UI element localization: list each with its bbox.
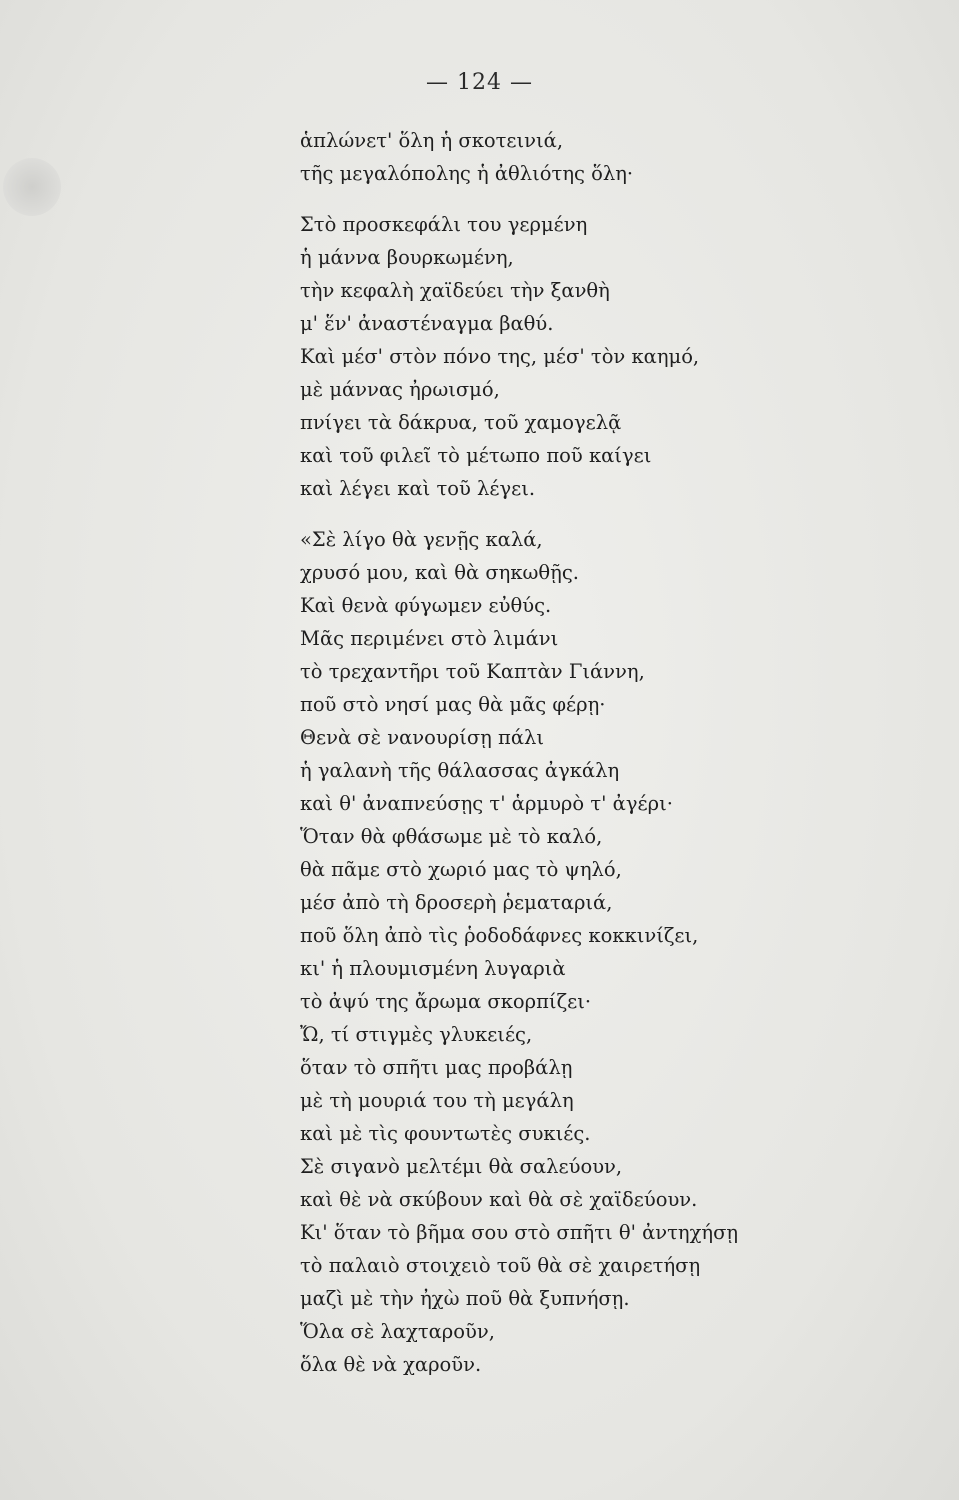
poem-line: τὸ παλαιὸ στοιχειὸ τοῦ θὰ σὲ χαιρετήσῃ <box>300 1254 701 1277</box>
poem-line: πνίγει τὰ δάκρυα, τοῦ χαμογελᾷ <box>300 411 622 434</box>
poem-line: Ὅλα σὲ λαχταροῦν, <box>300 1320 495 1343</box>
poem-line: ὅλα θὲ νὰ χαροῦν. <box>300 1353 482 1376</box>
punch-hole-mark <box>3 158 61 216</box>
poem-line: θὰ πᾶμε στὸ χωριό μας τὸ ψηλό, <box>300 858 622 881</box>
poem-line: καὶ θὲ νὰ σκύβουν καὶ θὰ σὲ χαϊδεύουν. <box>300 1188 698 1211</box>
poem-line: Ὅταν θὰ φθάσωμε μὲ τὸ καλό, <box>300 825 603 848</box>
poem-line: μέσ ἀπὸ τὴ δροσερὴ ῥεματαριά, <box>300 891 613 914</box>
poem-line: μὲ μάννας ἠρωισμό, <box>300 378 500 401</box>
poem-line: ποῦ στὸ νησί μας θὰ μᾶς φέρῃ· <box>300 693 606 716</box>
poem-line: καὶ μὲ τὶς φουντωτὲς συκιές. <box>300 1122 591 1145</box>
poem-line: μαζὶ μὲ τὴν ἠχὼ ποῦ θὰ ξυπνήσῃ. <box>300 1287 630 1310</box>
poem-line: καὶ τοῦ φιλεῖ τὸ μέτωπο ποῦ καίγει <box>300 444 652 467</box>
poem-line: καὶ θ' ἀναπνεύσῃς τ' ἁρμυρὸ τ' ἀγέρι· <box>300 792 673 815</box>
poem-text <box>300 124 860 1381</box>
poem-line: καὶ λέγει καὶ τοῦ λέγει. <box>300 477 536 500</box>
poem-line: τὸ τρεχαντῆρι τοῦ Καπτὰν Γιάννη, <box>300 660 645 683</box>
poem-line: Θενὰ σὲ νανουρίσῃ πάλι <box>300 726 545 749</box>
poem-line: ἡ γαλανὴ τῆς θάλασσας ἀγκάλη <box>300 759 620 782</box>
poem-line: μ' ἕν' ἀναστέναγμα βαθύ. <box>300 312 554 335</box>
poem-line: Σὲ σιγανὸ μελτέμι θὰ σαλεύουν, <box>300 1155 623 1178</box>
page-number: — 124 — <box>426 70 533 95</box>
poem-line: ἁπλώνετ' ὅλη ἡ σκοτεινιά, <box>300 129 564 152</box>
poem-line: ἡ μάννα βουρκωμένη, <box>300 246 514 269</box>
poem-line: κι' ἡ πλουμισμένη λυγαριὰ <box>300 957 566 980</box>
poem-line: τὴν κεφαλὴ χαϊδεύει τὴν ξανθὴ <box>300 279 610 302</box>
poem-line: Καὶ θενὰ φύγωμεν εὐθύς. <box>300 594 552 617</box>
poem-line: Κι' ὅταν τὸ βῆμα σου στὸ σπῆτι θ' ἀντηχήσῃ <box>300 1221 739 1244</box>
poem-line: τὸ ἀψύ της ἄρωμα σκορπίζει· <box>300 990 592 1013</box>
poem-line: τῆς μεγαλόπολης ἡ ἀθλιότης ὅλη· <box>300 162 634 185</box>
poem-line: χρυσό μου, καὶ θὰ σηκωθῇς. <box>300 561 579 584</box>
poem-line: ποῦ ὅλη ἀπὸ τὶς ῥοδοδάφνες κοκκινίζει, <box>300 924 699 947</box>
poem-line: Μᾶς περιμένει στὸ λιμάνι <box>300 627 559 650</box>
poem-line: Καὶ μέσ' στὸν πόνο της, μέσ' τὸν καημό, <box>300 345 700 368</box>
stanza-break <box>300 505 860 523</box>
poem-line: ὅταν τὸ σπῆτι μας προβάλῃ <box>300 1056 573 1079</box>
poem-line: Ὤ, τί στιγμὲς γλυκειές, <box>300 1023 533 1046</box>
poem-line: Στὸ προσκεφάλι του γερμένη <box>300 213 588 236</box>
poem-line: μὲ τὴ μουριά του τὴ μεγάλη <box>300 1089 574 1112</box>
stanza-break <box>300 190 860 208</box>
poem-line: «Σὲ λίγο θὰ γενῇς καλά, <box>300 528 543 551</box>
